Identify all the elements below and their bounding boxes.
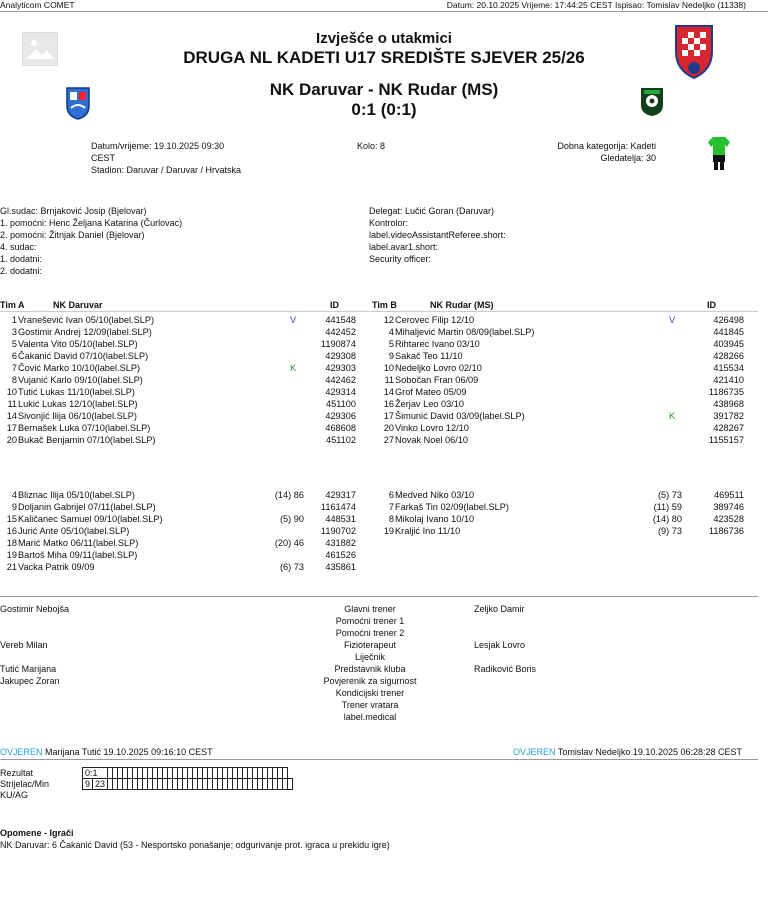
print-info: Datum: 20.10.2025 Vrijeme: 17:44:25 CEST Ispisao: Tomislav Nedeljko (11338) xyxy=(446,0,746,10)
match-title: NK Daruvar - NK Rudar (MS) xyxy=(269,80,499,99)
player-number: 7 xyxy=(388,502,394,512)
player-number: 5 xyxy=(11,339,17,349)
player-number: 8 xyxy=(11,375,17,385)
player-name: Grof Mateo 05/09 xyxy=(395,387,467,397)
verified-status-away: OVJEREN xyxy=(513,747,556,757)
player-name: Cerovec Filip 12/10 xyxy=(395,315,475,325)
player-name: Šimunić David 03/09(label.SLP) xyxy=(395,411,525,421)
verification-right xyxy=(513,747,742,757)
player-number: 11 xyxy=(384,375,394,385)
player-name: Čakanić David 07/10(label.SLP) xyxy=(18,351,149,361)
player-number: 16 xyxy=(383,399,394,409)
player-number: 3 xyxy=(11,327,17,337)
player-id: 1190874 xyxy=(320,339,356,349)
player-name: Sivonjić Ilija 06/10(label.SLP) xyxy=(18,411,137,421)
staff-role: Glavni trener xyxy=(344,604,396,614)
player-row xyxy=(0,435,768,447)
player-id: 469511 xyxy=(714,490,744,500)
staff-role: Pomoćni trener 2 xyxy=(335,628,405,638)
player-row xyxy=(0,538,768,550)
player-row xyxy=(0,399,768,411)
verified-by-home: Marijana Tutić 19.10.2025 09:16:10 CEST xyxy=(45,747,213,757)
team-a-name: NK Daruvar xyxy=(53,300,103,310)
player-id: 1155157 xyxy=(708,435,744,445)
official-line: Kontrolor: xyxy=(369,218,409,228)
player-id: 389746 xyxy=(713,502,744,512)
team-b-tag: Tim B xyxy=(372,300,397,310)
player-id: 391782 xyxy=(713,411,744,421)
player-id: 429308 xyxy=(325,351,356,361)
player-name: Marić Matko 06/11(label.SLP) xyxy=(18,538,139,548)
player-name: Bliznac Ilija 05/10(label.SLP) xyxy=(18,490,135,500)
away-kit-icon xyxy=(707,135,731,171)
player-id: 435861 xyxy=(325,562,356,572)
cautions-text: NK Daruvar: 6 Čakanić David (53 - Nesportsko ponašanje; odgurivanje prot. igraca u prekidu igre) xyxy=(0,840,390,850)
official-line: Delegat: Lučić Goran (Daruvar) xyxy=(369,206,495,216)
player-number: 4 xyxy=(11,490,17,500)
player-id: 448531 xyxy=(325,514,356,524)
player-number: 19 xyxy=(383,526,394,536)
player-number: 6 xyxy=(388,490,394,500)
team-a-id-header: ID xyxy=(330,300,339,310)
player-row xyxy=(0,562,768,574)
player-id: 442452 xyxy=(325,327,356,337)
player-name: Nedeljko Lovro 02/10 xyxy=(395,363,482,373)
player-id: 429317 xyxy=(325,490,356,500)
player-row xyxy=(0,315,768,327)
player-id: 1190702 xyxy=(320,526,356,536)
player-name: Novak Noel 06/10 xyxy=(395,435,469,445)
verification-left xyxy=(0,747,213,757)
grid-scorer-no: 9 xyxy=(83,779,93,790)
player-number: 10 xyxy=(383,363,394,373)
team-b-id-header: ID xyxy=(707,300,716,310)
player-row xyxy=(0,514,768,526)
player-id: 428266 xyxy=(713,351,744,361)
player-id: 438968 xyxy=(713,399,744,409)
substitution-info: (5) 73 xyxy=(657,490,682,500)
player-number: 9 xyxy=(11,502,17,512)
substitution-info: (14) 80 xyxy=(652,514,682,524)
player-number: 14 xyxy=(383,387,394,397)
team-b-name: NK Rudar (MS) xyxy=(430,300,494,310)
official-line: label.avar1.short: xyxy=(369,242,439,252)
player-name: Medved Niko 03/10 xyxy=(395,490,475,500)
official-line: Security officer: xyxy=(369,254,431,264)
staff-home: Tutić Marijana xyxy=(0,664,57,674)
player-id: 403945 xyxy=(713,339,744,349)
player-id: 461526 xyxy=(325,550,356,560)
top-bar xyxy=(0,0,768,11)
player-number: 20 xyxy=(383,423,394,433)
player-row xyxy=(0,351,768,363)
player-number: 4 xyxy=(388,327,394,337)
player-id: 431882 xyxy=(325,538,356,548)
grid-label-ku: KU/AG xyxy=(0,789,29,800)
player-id: 429303 xyxy=(325,363,356,373)
player-row xyxy=(0,502,768,514)
player-number: 14 xyxy=(6,411,17,421)
staff-divider xyxy=(0,596,758,597)
player-id: 451100 xyxy=(326,399,356,409)
player-row xyxy=(0,375,768,387)
captain-mark: K xyxy=(669,411,676,421)
player-number: 11 xyxy=(7,399,17,409)
official-line: label.videoAssistantReferee.short: xyxy=(369,230,506,240)
player-id: 441845 xyxy=(713,327,744,337)
player-name: Gostimir Andrej 12/09(label.SLP) xyxy=(18,327,152,337)
grid-label-result: Rezultat xyxy=(0,768,34,778)
substitution-info: (6) 73 xyxy=(279,562,304,572)
player-id: 441548 xyxy=(325,315,356,325)
substitution-info: (9) 73 xyxy=(657,526,682,536)
player-row xyxy=(0,339,768,351)
official-line: 4. sudac: xyxy=(0,242,37,252)
match-score: 0:1 (0:1) xyxy=(351,100,417,119)
official-line: 1. dodatni: xyxy=(0,254,43,264)
player-name: Mihaljević Martin 08/09(label.SLP) xyxy=(395,327,535,337)
player-name: Kraljić Ino 11/10 xyxy=(395,526,461,536)
player-id: 451102 xyxy=(326,435,356,445)
player-row xyxy=(0,423,768,435)
player-name: Sakač Teo 11/10 xyxy=(395,351,463,361)
player-name: Kaličanec Samuel 09/10(label.SLP) xyxy=(18,514,163,524)
player-name: Valenta Vito 05/10(label.SLP) xyxy=(18,339,138,349)
player-row xyxy=(0,550,768,562)
player-name: Bernašek Luka 07/10(label.SLP) xyxy=(18,423,151,433)
staff-home: Gostimir Nebojša xyxy=(0,604,70,614)
player-name: Rihtarec Ivano 03/10 xyxy=(395,339,480,349)
staff-role: Povjerenik za sigurnost xyxy=(323,676,417,686)
substitution-info: (5) 90 xyxy=(279,514,304,524)
player-row xyxy=(0,363,768,375)
team-a-tag: Tim A xyxy=(0,300,25,310)
grid-score-cell: 0:1 xyxy=(83,768,108,779)
staff-role: Trener vratara xyxy=(341,700,399,710)
player-number: 1 xyxy=(11,315,17,325)
grid-row-scorer xyxy=(0,779,293,790)
staff-home: Vereb Milan xyxy=(0,640,48,650)
player-row xyxy=(0,411,768,423)
player-name: Bartoš Miha 09/11(label.SLP) xyxy=(18,550,138,560)
staff-role: Predstavnik kluba xyxy=(334,664,406,674)
player-id: 1186735 xyxy=(708,387,744,397)
player-number: 17 xyxy=(6,423,17,433)
substitution-info: (20) 46 xyxy=(274,538,304,548)
staff-away: Lesjak Lovro xyxy=(474,640,526,650)
staff-role: Kondicijski trener xyxy=(335,688,405,698)
player-id: 421410 xyxy=(713,375,744,385)
staff-away: Zeljko Damir xyxy=(474,604,525,614)
app-name: Analyticom COMET xyxy=(0,0,75,10)
staff-role: Pomoćni trener 1 xyxy=(335,616,405,626)
player-number: 6 xyxy=(11,351,17,361)
player-row xyxy=(0,387,768,399)
player-number: 20 xyxy=(6,435,17,445)
player-number: 15 xyxy=(6,514,17,524)
player-id: 415534 xyxy=(713,363,744,373)
player-row xyxy=(0,526,768,538)
player-number: 21 xyxy=(6,562,17,572)
player-id: 468608 xyxy=(325,423,356,433)
player-name: Vujanić Karlo 09/10(label.SLP) xyxy=(18,375,143,385)
player-name: Bukač Benjamin 07/10(label.SLP) xyxy=(18,435,156,445)
result-grid xyxy=(0,767,748,800)
staff-home: Jakupec Zoran xyxy=(0,676,60,686)
player-number: 5 xyxy=(388,339,394,349)
match-timezone: CEST xyxy=(91,153,116,163)
official-line: Gl.sudac: Brnjaković Josip (Bjelovar) xyxy=(0,206,147,216)
player-id: 442462 xyxy=(325,375,356,385)
staff-role: Liječnik xyxy=(354,652,385,662)
player-number: 17 xyxy=(383,411,394,421)
home-club-crest-icon xyxy=(65,86,91,120)
player-name: Tutić Lukas 11/10(label.SLP) xyxy=(18,387,135,397)
player-id: 429314 xyxy=(325,387,356,397)
player-number: 10 xyxy=(6,387,17,397)
player-number: 9 xyxy=(388,351,394,361)
official-line: 2. dodatni: xyxy=(0,266,43,276)
player-row xyxy=(0,327,768,339)
player-id: 428267 xyxy=(713,423,744,433)
competition-title: DRUGA NL KADETI U17 SREDIŠTE SJEVER 25/26 xyxy=(183,48,585,67)
player-id: 1161474 xyxy=(320,502,356,512)
player-name: Mikolaj Ivano 10/10 xyxy=(395,514,475,524)
staff-role: Fizioterapeut xyxy=(343,640,397,650)
staff-role: label.medical xyxy=(343,712,397,722)
match-round: Kolo: 8 xyxy=(357,141,386,151)
grid-scorer-min: 23 xyxy=(93,779,108,790)
player-name: Čović Marko 10/10(label.SLP) xyxy=(18,363,141,373)
age-category: Dobna kategorija: Kadeti xyxy=(557,141,656,151)
player-name: Vranešević Ivan 05/10(label.SLP) xyxy=(18,315,155,325)
substitution-info: (14) 86 xyxy=(274,490,304,500)
player-name: Vacka Patrik 09/09 xyxy=(18,562,95,572)
goalkeeper-mark: V xyxy=(669,315,676,325)
report-title: Izvješće o utakmici xyxy=(316,30,452,47)
player-number: 16 xyxy=(6,526,17,536)
goalkeeper-mark: V xyxy=(290,315,297,325)
player-number: 18 xyxy=(6,538,17,548)
player-number: 7 xyxy=(11,363,17,373)
player-name: Farkaš Tin 02/09(label.SLP) xyxy=(395,502,509,512)
player-name: Lukić Lukas 12/10(label.SLP) xyxy=(18,399,138,409)
grid-row-result xyxy=(0,768,293,779)
match-datetime: Datum/vrijeme: 19.10.2025 09:30 xyxy=(91,141,225,151)
official-line: 1. pomoćni: Henc Željana Katarina (Čurlovac) xyxy=(0,218,183,228)
player-id: 423528 xyxy=(713,514,744,524)
player-name: Vinko Lovro 12/10 xyxy=(395,423,469,433)
grid-divider xyxy=(0,759,758,760)
spectators: Gledatelja: 30 xyxy=(600,153,656,163)
player-id: 1186736 xyxy=(708,526,744,536)
player-name: Doljanin Gabrijel 07/11(label.SLP) xyxy=(18,502,156,512)
player-name: Sobočan Fran 06/09 xyxy=(395,375,479,385)
away-club-crest-icon xyxy=(640,87,664,117)
player-name: Jurić Ante 05/10(label.SLP) xyxy=(18,526,130,536)
player-number: 8 xyxy=(388,514,394,524)
grid-row-ku xyxy=(0,790,293,801)
grid-label-scorer: Strijelac/Min xyxy=(0,779,50,789)
player-number: 19 xyxy=(6,550,17,560)
verified-by-away: Tomislav Nedeljko 19.10.2025 06:28:28 CEST xyxy=(557,747,742,757)
player-number: 27 xyxy=(383,435,394,445)
top-divider xyxy=(0,11,768,12)
player-row xyxy=(0,490,768,502)
match-stadium: Stadion: Daruvar / Daruvar / Hrvatska xyxy=(91,165,242,175)
official-line: 2. pomoćni: Žitnjak Daniel (Bjelovar) xyxy=(0,230,145,240)
captain-mark: K xyxy=(290,363,297,373)
lineup-divider xyxy=(0,311,758,312)
substitution-info: (11) 59 xyxy=(653,502,682,512)
player-id: 426498 xyxy=(713,315,744,325)
player-name: Žerjav Leo 03/10 xyxy=(395,399,464,409)
staff-away: Radiković Boris xyxy=(474,664,537,674)
cautions-title: Opomene - Igrači xyxy=(0,828,74,838)
player-number: 12 xyxy=(383,315,394,325)
verified-status: OVJEREN xyxy=(0,747,43,757)
player-id: 429306 xyxy=(325,411,356,421)
